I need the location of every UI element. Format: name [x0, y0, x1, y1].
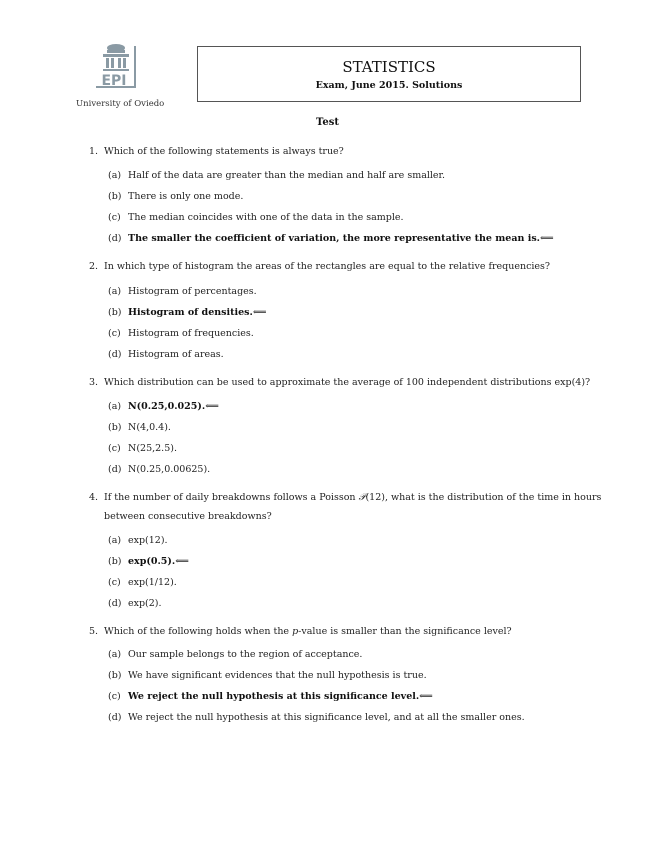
correct-answer-arrow-icon: ⟸	[419, 691, 433, 702]
question-number: 3.	[89, 377, 99, 388]
question-number: 4.	[89, 492, 99, 503]
option-4b-correct	[108, 556, 189, 567]
poisson-symbol: 𝒫	[358, 492, 366, 503]
option-5a	[108, 649, 362, 660]
option-label: (d)	[108, 464, 122, 475]
option-text: exp(2).	[128, 598, 162, 609]
question-text-part: Which of the following holds when the	[104, 626, 293, 637]
option-1a	[108, 170, 445, 181]
exam-subtitle: Exam, June 2015. Solutions	[315, 80, 463, 91]
institution-name: University of Oviedo	[76, 99, 165, 109]
option-label: (d)	[108, 598, 122, 609]
option-text: exp(12).	[128, 535, 168, 546]
option-label: (d)	[108, 712, 122, 723]
option-label: (d)	[108, 349, 122, 360]
question-text	[104, 488, 609, 526]
option-label: (b)	[108, 422, 122, 433]
option-label: (a)	[108, 649, 122, 660]
question-4	[89, 488, 609, 526]
option-2b-correct	[108, 307, 266, 318]
option-1d-correct	[108, 233, 554, 244]
option-text: Half of the data are greater than the median and half are smaller.	[128, 170, 446, 181]
option-text: Histogram of frequencies.	[128, 328, 254, 339]
option-text: N(25,2.5).	[128, 443, 177, 454]
option-text: We reject the null hypothesis at this significance level, and at all the smaller ones.	[128, 712, 525, 723]
question-number: 1.	[89, 146, 99, 157]
question-text-part: (12), what is the distribution of the time in hours between consecutive breakdowns?	[104, 492, 602, 522]
correct-answer-arrow-icon: ⟸	[175, 556, 189, 567]
option-text: There is only one mode.	[128, 191, 244, 202]
option-label: (c)	[108, 577, 121, 588]
option-label: (b)	[108, 556, 122, 567]
option-text: The median coincides with one of the data in the sample.	[128, 212, 404, 223]
option-1b	[108, 191, 243, 202]
option-label: (b)	[108, 307, 122, 318]
question-text: Which of the following statements is always true?	[104, 146, 344, 157]
option-3d	[108, 464, 210, 475]
option-text: Histogram of densities.	[128, 307, 253, 318]
question-number: 2.	[89, 261, 99, 272]
option-label: (c)	[108, 328, 121, 339]
question-number: 5.	[89, 626, 99, 637]
option-text: Our sample belongs to the region of acceptance.	[128, 649, 363, 660]
option-label: (b)	[108, 670, 122, 681]
option-4d	[108, 598, 162, 609]
exam-title: STATISTICS	[342, 58, 436, 76]
option-text: Histogram of percentages.	[128, 286, 257, 297]
option-1c	[108, 212, 404, 223]
option-text: exp(1/12).	[128, 577, 177, 588]
option-text: N(0.25,0.00625).	[128, 464, 211, 475]
option-label: (a)	[108, 535, 122, 546]
option-label: (a)	[108, 170, 122, 181]
question-text	[104, 622, 609, 641]
option-label: (c)	[108, 443, 121, 454]
option-label: (a)	[108, 286, 122, 297]
p-symbol: p	[292, 626, 299, 637]
option-label: (b)	[108, 191, 122, 202]
option-text: We have significant evidences that the null hypothesis is true.	[128, 670, 427, 681]
option-text: Histogram of areas.	[128, 349, 224, 360]
option-text: N(4,0.4).	[128, 422, 171, 433]
option-5b	[108, 670, 427, 681]
option-5d	[108, 712, 525, 723]
option-3a-correct	[108, 401, 219, 412]
title-box	[197, 46, 581, 102]
question-text: In which type of histogram the areas of the rectangles are equal to the relative frequencies?	[104, 261, 551, 272]
option-label: (a)	[108, 401, 122, 412]
option-text: exp(0.5).	[128, 556, 176, 567]
option-5c-correct	[108, 691, 433, 702]
option-label: (c)	[108, 691, 121, 702]
option-3c	[108, 443, 177, 454]
option-text: The smaller the coefficient of variation, the more representative the mean is.	[128, 233, 540, 244]
question-1	[89, 142, 609, 161]
option-label: (d)	[108, 233, 122, 244]
correct-answer-arrow-icon: ⟸	[539, 233, 554, 244]
question-text-part: If the number of daily breakdowns follows a Poisson	[104, 492, 359, 503]
option-4c	[108, 577, 177, 588]
university-logo-icon	[94, 42, 144, 92]
option-text: N(0.25,0.025).	[128, 401, 206, 412]
correct-answer-arrow-icon: ⟸	[205, 401, 219, 412]
option-4a	[108, 535, 168, 546]
option-label: (c)	[108, 212, 121, 223]
question-text: Which distribution can be used to approximate the average of 100 independent distributions exp(4)?	[104, 377, 591, 388]
correct-answer-arrow-icon: ⟸	[252, 307, 267, 318]
option-2a	[108, 286, 257, 297]
option-2c	[108, 328, 254, 339]
section-title: Test	[316, 117, 339, 128]
question-text-part: -value is smaller than the significance level?	[298, 626, 512, 637]
option-text: We reject the null hypothesis at this significance level.	[128, 691, 420, 702]
question-2	[89, 257, 609, 276]
option-3b	[108, 422, 171, 433]
option-2d	[108, 349, 224, 360]
question-3	[89, 373, 609, 392]
logo-text: EPI	[101, 73, 127, 89]
question-5	[89, 622, 609, 641]
